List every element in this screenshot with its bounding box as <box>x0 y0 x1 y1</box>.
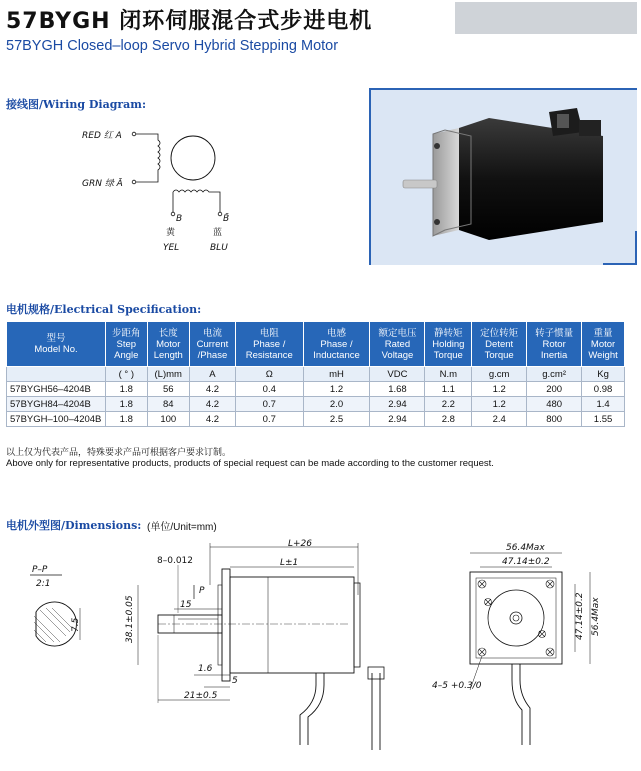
motor-photo-icon <box>371 90 637 265</box>
coil-a-icon <box>136 134 160 182</box>
wire-yel-cn: 黄 <box>166 228 176 238</box>
dim-holes: 4–5 +0.3/0 <box>432 681 482 691</box>
dim-width-47-14: 47.14±0.2 <box>502 557 550 567</box>
dim-l26: L+26 <box>288 539 313 549</box>
page-subtitle: 57BYGH Closed–loop Servo Hybrid Stepping Motor <box>6 38 339 54</box>
shaft-section-drawing <box>10 560 90 670</box>
wire-blu-cn: 蓝 <box>213 228 223 238</box>
product-photo-frame <box>369 88 637 265</box>
dim-5: 5 <box>232 676 238 686</box>
header-holding-torque: 静转矩 Holding Torque <box>425 322 472 367</box>
header-weight: 重量 Motor Weight <box>582 322 625 367</box>
table-row: 57BYGH56–4204B 1.8 56 4.2 0.4 1.2 1.68 1.1 1.2 200 0.98 <box>7 382 625 397</box>
header-model: 型号 Model No. <box>7 322 106 367</box>
dim-38-1: 38.1±0.05 <box>125 595 135 643</box>
coil-b-icon <box>173 190 220 212</box>
side-view-drawing <box>118 535 418 760</box>
section-p-marker: P <box>199 586 205 596</box>
section-pp-label: P–P <box>32 565 48 575</box>
wiring-heading: 接线图/Wiring Diagram: <box>6 98 147 111</box>
dim-21: 21±0.5 <box>184 691 218 701</box>
header-detent-torque: 定位转矩 Detent Torque <box>472 322 527 367</box>
dim-l1: L±1 <box>280 558 299 568</box>
motor-symbol-icon <box>171 136 215 180</box>
header-length: 长度 Motor Length <box>147 322 189 367</box>
spec-header-row <box>7 322 625 367</box>
note-english: Above only for representative products, products of special request can be made according to the customer request. <box>6 458 494 469</box>
dim-1-6: 1.6 <box>198 664 213 674</box>
note-chinese: 以上仅为代表产品，特殊要求产品可根据客户要求订制。 <box>6 447 232 457</box>
header-rotor-inertia: 转子惯量 Rotor Inertia <box>527 322 582 367</box>
table-row: 57BYGH84–4204B 1.8 84 4.2 0.7 2.0 2.94 2.2 1.2 480 1.4 <box>7 397 625 412</box>
header-step-angle: 步距角 Step Angle <box>106 322 148 367</box>
wire-red-label: RED 红 A <box>82 131 122 141</box>
dim-height-47-14: 47.14±0.2 <box>575 592 585 640</box>
dim-7-5: 7.5 <box>71 617 81 632</box>
wire-b-label: B <box>176 214 183 224</box>
title-bar <box>0 0 641 38</box>
dimensions-unit: (单位/Unit=mm) <box>147 522 217 533</box>
wiring-diagram <box>60 120 260 260</box>
units-row: ( ° ) (L)mm A Ω mH VDC N.m g.cm g.cm² Kg <box>7 367 625 382</box>
header-current: 电流 Current /Phase <box>189 322 235 367</box>
wire-bbar-label: B̄ <box>223 214 230 224</box>
header-inductance: 电感 Phase / Inductance <box>303 322 370 367</box>
dim-width-56-4: 56.4Max <box>506 543 545 553</box>
wire-grn-label: GRN 绿 Ā <box>82 179 123 189</box>
wire-blu-label: BLU <box>210 243 228 253</box>
dim-15: 15 <box>180 600 192 610</box>
dimensions-heading: 电机外型图/Dimensions: <box>6 519 142 532</box>
title-decor-block <box>455 2 637 34</box>
spec-heading: 电机规格/Electrical Specification: <box>6 303 202 316</box>
table-row: 57BYGH–100–4204B 1.8 100 4.2 0.7 2.5 2.94 2.8 2.4 800 1.55 <box>7 412 625 427</box>
section-scale-label: 2:1 <box>36 579 51 589</box>
front-view-drawing <box>430 540 630 755</box>
header-resistance: 电阻 Phase / Resistance <box>235 322 303 367</box>
dim-shaft-tol: 8–0.012 <box>157 556 193 566</box>
dim-height-56-4: 56.4Max <box>591 597 601 636</box>
header-voltage: 额定电压 Rated Voltage <box>370 322 425 367</box>
wire-yel-label: YEL <box>163 243 180 253</box>
spec-table <box>6 321 625 427</box>
page-title: 57BYGH 闭环伺服混合式步进电机 <box>6 9 373 34</box>
mounting-holes-icon <box>478 580 554 656</box>
